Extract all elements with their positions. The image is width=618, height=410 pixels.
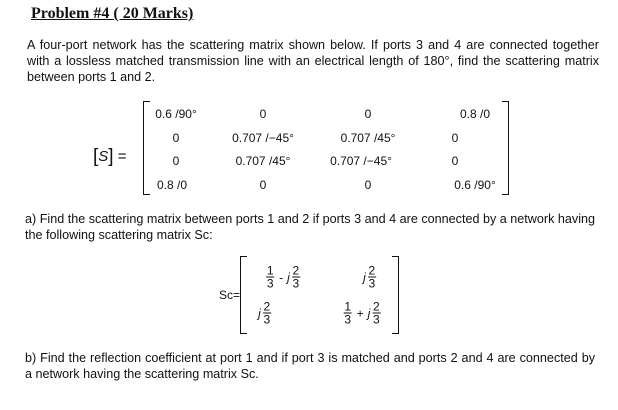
s-matrix-left-bracket xyxy=(143,101,150,195)
sc-matrix-right-bracket xyxy=(392,256,399,334)
fraction: 2 3 xyxy=(292,263,300,291)
fraction: 2 3 xyxy=(373,299,380,327)
fraction: 1 3 xyxy=(266,263,274,291)
sc-matrix-label: Sc= xyxy=(219,288,241,302)
s-symbol-open-bracket: [ xyxy=(93,146,99,167)
fraction: 2 3 xyxy=(368,263,376,291)
s-matrix-cell: 0.707 /−45° xyxy=(330,154,392,168)
fraction: 1 3 xyxy=(344,299,351,327)
s-matrix-cell: 0 xyxy=(451,154,459,168)
fraction: 2 3 xyxy=(263,299,271,327)
s-matrix-cell: 0 xyxy=(364,107,372,121)
s-matrix-cell: 0.707 /−45° xyxy=(232,131,294,145)
s-matrix-cell: 0.707 /45° xyxy=(235,154,291,168)
problem-intro: A four-port network has the scattering matrix shown below. If ports 3 and 4 are connected together with a lossless matched transmission line with an electrical length of 180°, find the scattering matrix between ports 1 and 2. xyxy=(27,38,599,84)
sc-matrix-left-bracket xyxy=(240,256,247,334)
s-matrix-cell: 0.6 /90° xyxy=(454,178,496,192)
s-symbol-close-bracket: ] xyxy=(108,146,114,167)
sc-entry-12: j 2 3 xyxy=(363,263,376,291)
s-matrix-cell: 0 xyxy=(172,154,180,168)
s-matrix-cell: 0 xyxy=(259,178,267,192)
s-matrix-cell: 0 xyxy=(451,131,459,145)
problem-title: Problem #4 ( 20 Marks) xyxy=(31,5,194,22)
s-matrix-cell: 0.8 /0 xyxy=(156,178,188,192)
s-matrix-cell: 0 xyxy=(172,131,180,145)
s-matrix-cell: 0 xyxy=(364,178,372,192)
s-matrix-cell: 0.707 /45° xyxy=(340,131,396,145)
s-matrix-right-bracket xyxy=(502,101,509,195)
s-symbol-variable: S xyxy=(98,148,109,165)
part-b-question: b) Find the reflection coefficient at port 1 and if port 3 is matched and ports 2 and 4 are connected by a network having the scattering matrix Sc. xyxy=(25,351,595,381)
s-equals-sign: = xyxy=(117,148,127,165)
part-a-question: a) Find the scattering matrix between ports 1 and 2 if ports 3 and 4 are connected by a network having the following scattering matrix Sc: xyxy=(25,212,595,242)
sc-entry-22: 1 3 + j 2 3 xyxy=(344,299,380,327)
s-matrix-cell: 0.8 /0 xyxy=(459,107,491,121)
s-matrix-cell: 0.6 /90° xyxy=(155,107,197,121)
s-matrix-symbol xyxy=(93,146,127,168)
s-matrix-cell: 0 xyxy=(259,107,267,121)
sc-entry-21: j 2 3 xyxy=(258,299,271,327)
sc-entry-11: 1 3 - j 2 3 xyxy=(266,263,300,291)
